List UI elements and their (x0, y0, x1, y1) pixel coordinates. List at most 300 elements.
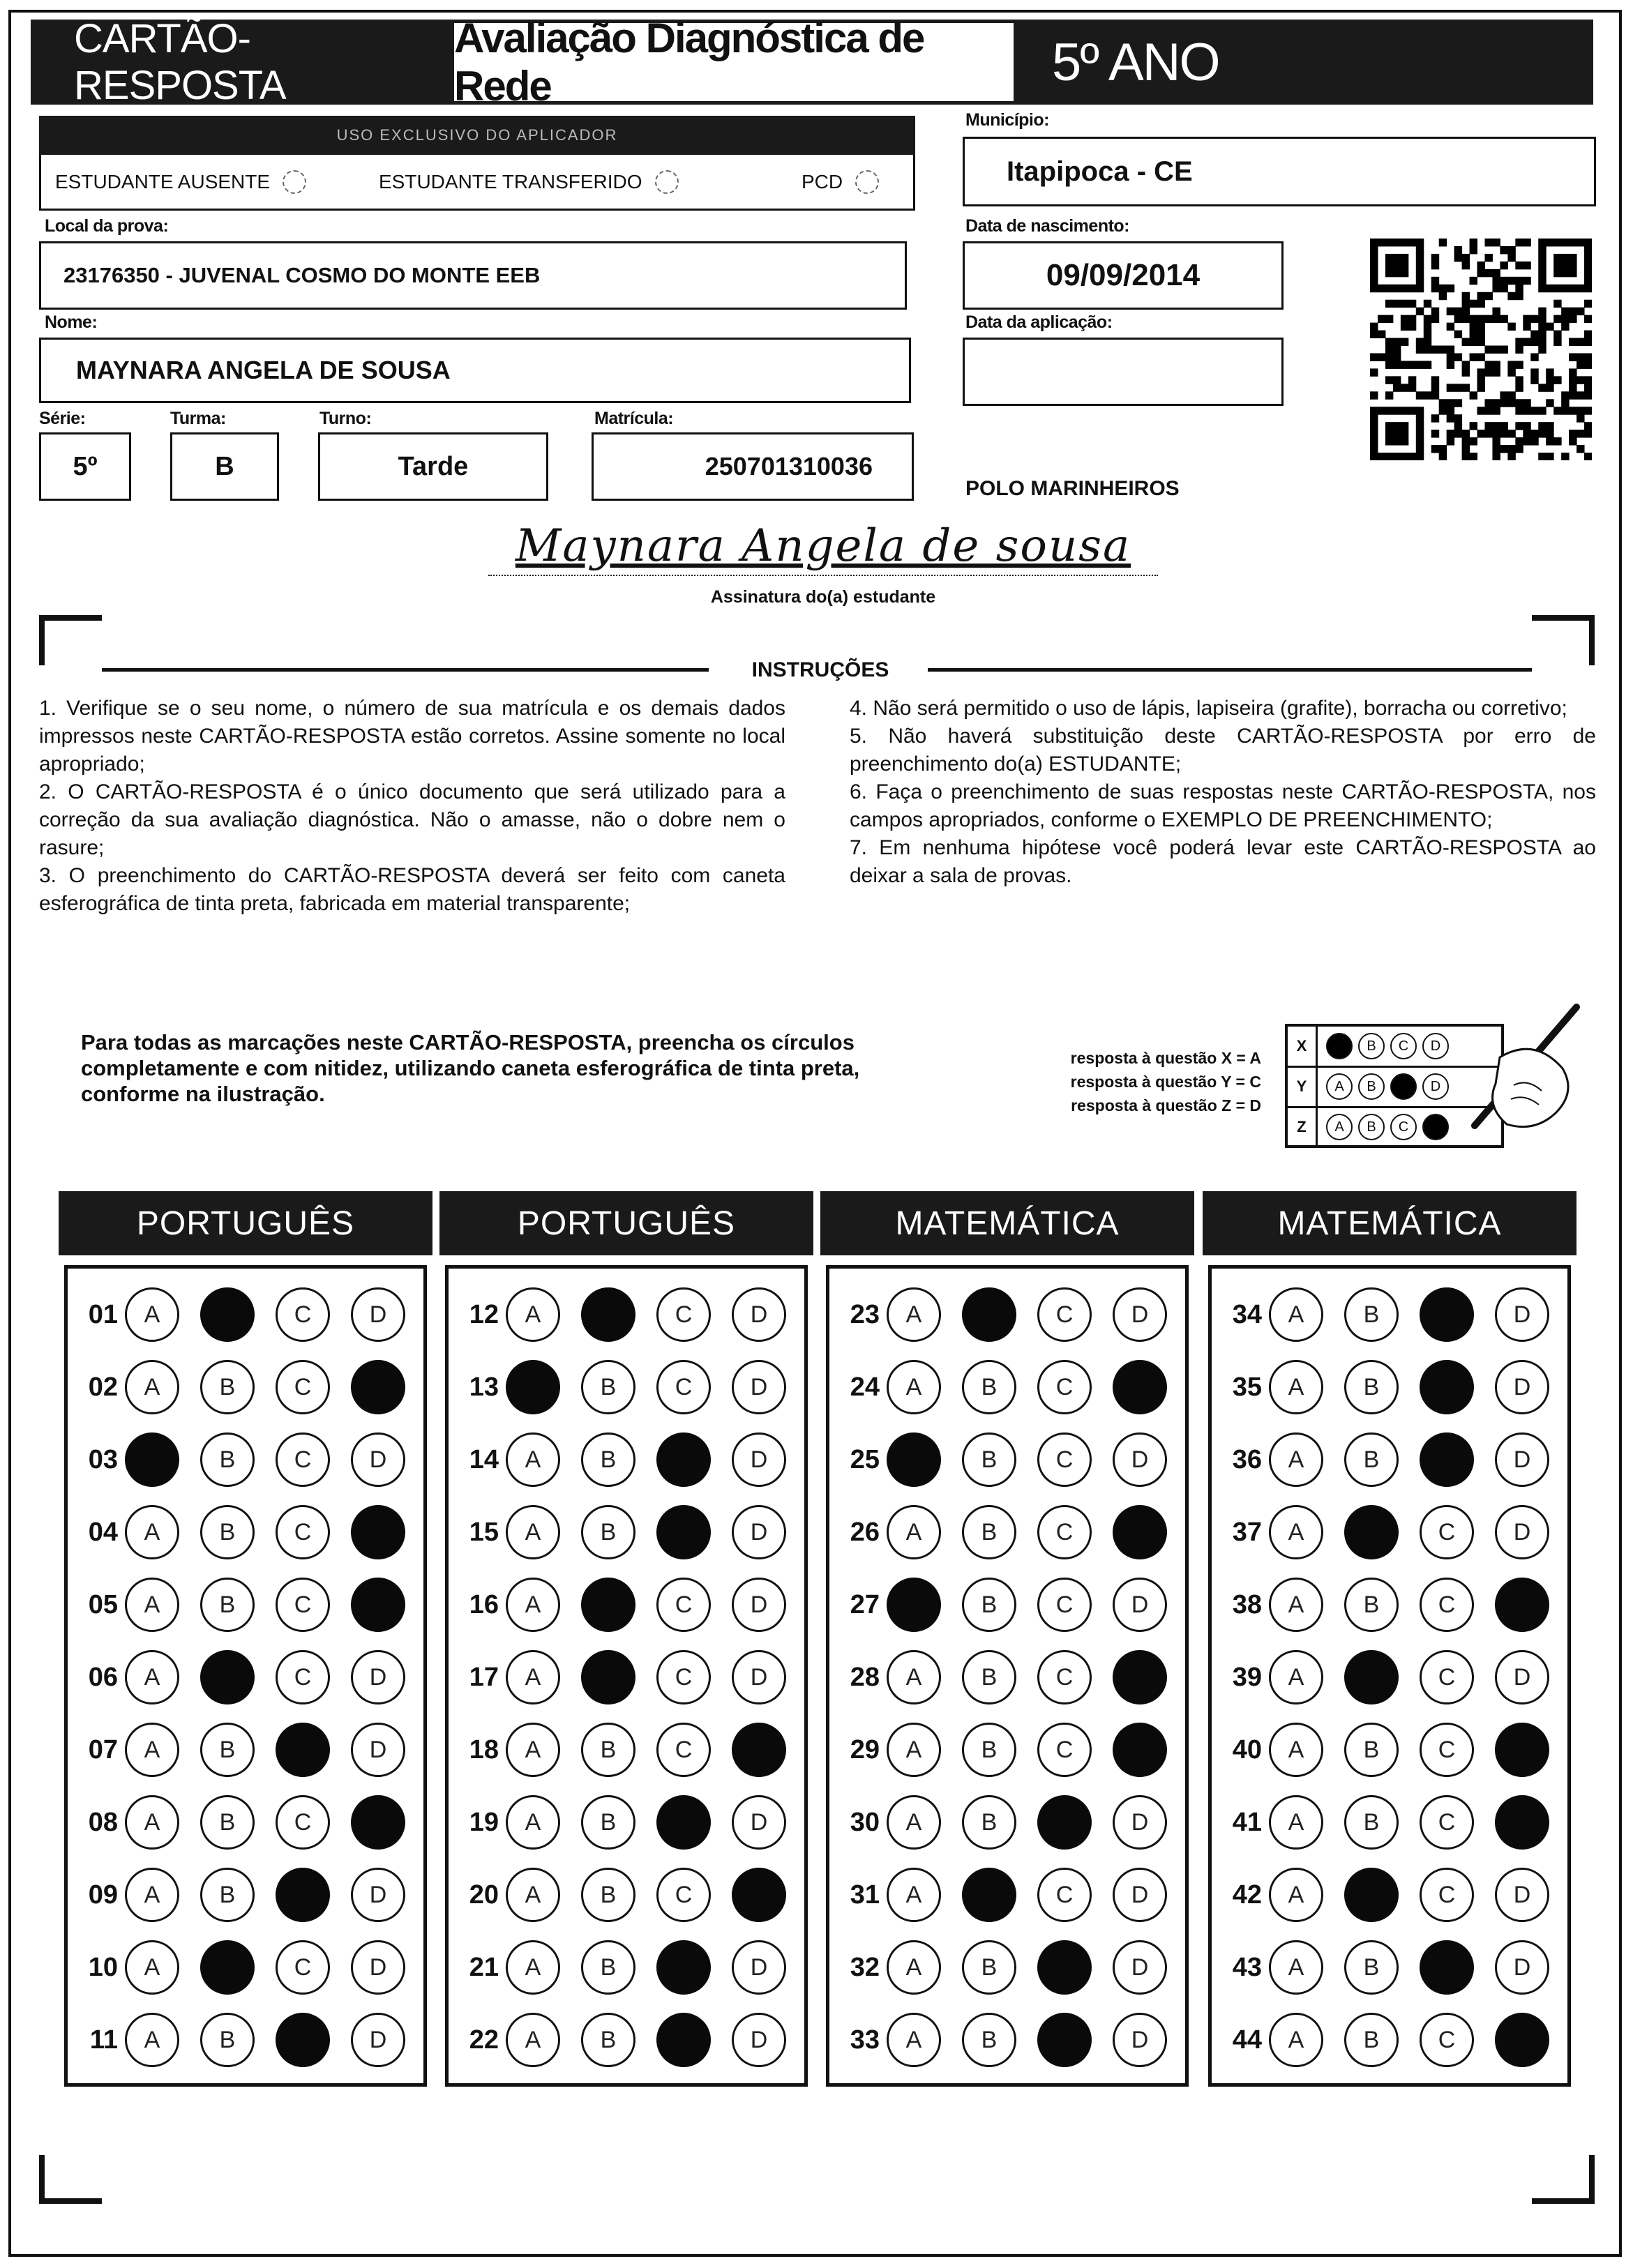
qr-module (1584, 391, 1592, 399)
qr-module (1439, 399, 1447, 407)
question-number: 27 (850, 1589, 880, 1619)
question-number: 29 (850, 1734, 880, 1764)
qr-module (1538, 308, 1546, 315)
example-bubble-a (1326, 1033, 1353, 1059)
answer-bubble-c[interactable] (276, 1723, 330, 1777)
answer-bubble-a[interactable]: A (506, 1795, 560, 1850)
qr-module (1584, 422, 1592, 430)
answer-bubble-a[interactable]: A (1269, 1868, 1323, 1922)
option-label: ESTUDANTE AUSENTE (55, 170, 271, 192)
qr-module (1546, 368, 1553, 376)
answer-bubble-c[interactable] (1037, 1940, 1092, 1995)
answer-bubble-d[interactable]: D (732, 1578, 786, 1632)
qr-module (1454, 331, 1462, 338)
qr-module (1462, 430, 1470, 437)
section-title: MATEMÁTICA (820, 1191, 1194, 1255)
qr-module (1378, 353, 1385, 361)
answer-bubble-c[interactable]: C (276, 1795, 330, 1850)
answer-bubble-a[interactable]: A (125, 1505, 179, 1559)
question-row (829, 1722, 1167, 1778)
legend-y: resposta à questão Y = C (1070, 1073, 1261, 1091)
answer-bubble-c[interactable]: C (656, 1287, 711, 1342)
question-row (829, 1794, 1167, 1850)
local-label: Local da prova: (45, 216, 169, 236)
question-row (449, 1577, 786, 1633)
qr-module (1507, 277, 1515, 285)
answer-bubble-a[interactable]: A (1269, 2013, 1323, 2067)
answer-bubble-a[interactable]: A (506, 1432, 560, 1487)
qr-module (1454, 384, 1462, 391)
answer-bubble-d[interactable]: D (1113, 1432, 1167, 1487)
qr-module (1454, 308, 1462, 315)
answer-bubble-a[interactable]: A (887, 1868, 941, 1922)
answer-bubble-b[interactable]: B (962, 2013, 1016, 2067)
answer-bubble-d[interactable] (351, 1360, 405, 1414)
answer-bubble-d[interactable] (1495, 1795, 1549, 1850)
answer-bubble-d[interactable] (1495, 1578, 1549, 1632)
qr-module (1477, 315, 1485, 323)
answer-bubble-d[interactable]: D (1113, 2013, 1167, 2067)
nascimento-field: 09/09/2014 (963, 241, 1284, 310)
answer-bubble-d[interactable]: D (1113, 1868, 1167, 1922)
qr-module (1492, 346, 1500, 354)
answer-bubble-c[interactable] (656, 1940, 711, 1995)
answer-bubble-c[interactable] (1420, 1432, 1474, 1487)
answer-bubble-c[interactable]: C (1420, 1795, 1474, 1850)
section-title: MATEMÁTICA (1203, 1191, 1576, 1255)
section-title: PORTUGUÊS (439, 1191, 813, 1255)
answer-bubble-c[interactable]: C (276, 1650, 330, 1704)
option-label: ESTUDANTE TRANSFERIDO (379, 170, 642, 192)
qr-module (1477, 323, 1485, 331)
answer-bubble-a[interactable]: A (125, 1940, 179, 1995)
answer-bubble-b[interactable] (1344, 1650, 1399, 1704)
answer-bubble-b[interactable]: B (200, 1432, 255, 1487)
answer-bubble-c[interactable] (656, 2013, 711, 2067)
qr-module (1416, 414, 1424, 422)
answer-bubble-b[interactable] (581, 1578, 635, 1632)
answer-bubble-c[interactable]: C (1420, 1650, 1474, 1704)
qr-module (1569, 376, 1576, 384)
answer-bubble-d[interactable] (1495, 1723, 1549, 1777)
answer-bubble-b[interactable] (581, 1650, 635, 1704)
question-number: 03 (88, 1444, 118, 1474)
question-number: 23 (850, 1299, 880, 1329)
answer-bubble-c[interactable]: C (1037, 1505, 1092, 1559)
qr-module (1492, 277, 1500, 285)
qr-module (1477, 331, 1485, 338)
answer-bubble-d[interactable]: D (1495, 1650, 1549, 1704)
answer-bubble-a[interactable]: A (506, 1578, 560, 1632)
answer-bubble-b[interactable] (200, 1940, 255, 1995)
answer-bubble-b[interactable] (1344, 1868, 1399, 1922)
question-row (1212, 1649, 1549, 1705)
answer-bubble-a[interactable]: A (506, 1505, 560, 1559)
answer-bubble-a[interactable] (887, 1432, 941, 1487)
answer-bubble-c[interactable]: C (1037, 1650, 1092, 1704)
answer-bubble-a[interactable]: A (125, 2013, 179, 2067)
qr-module (1492, 368, 1500, 376)
answer-bubble-d[interactable]: D (351, 1432, 405, 1487)
answer-bubble-a[interactable] (887, 1578, 941, 1632)
answer-bubble-c[interactable]: C (276, 1432, 330, 1487)
answer-bubble-c[interactable]: C (656, 1723, 711, 1777)
answer-bubble-d[interactable] (351, 1578, 405, 1632)
question-row (68, 2012, 405, 2068)
answer-bubble-b[interactable]: B (962, 1505, 1016, 1559)
answer-bubble-b[interactable]: B (1344, 1287, 1399, 1342)
answer-bubble-a[interactable] (125, 1432, 179, 1487)
answer-bubble-c[interactable]: C (1420, 2013, 1474, 2067)
answer-bubble-c[interactable]: C (276, 1360, 330, 1414)
qr-module (1546, 430, 1553, 437)
answer-bubble-d[interactable]: D (1113, 1578, 1167, 1632)
answer-bubble-a[interactable]: A (506, 1940, 560, 1995)
qr-module (1378, 239, 1385, 246)
option-estudante-transferido[interactable] (379, 170, 679, 194)
answer-bubble-a[interactable]: A (1269, 1505, 1323, 1559)
answer-bubble-c[interactable]: C (656, 1578, 711, 1632)
qr-module (1515, 361, 1523, 368)
answer-bubble-c[interactable]: C (1420, 1505, 1474, 1559)
qr-module (1500, 422, 1507, 430)
nome-field: MAYNARA ANGELA DE SOUSA (39, 338, 911, 403)
answer-bubble-a[interactable]: A (125, 1723, 179, 1777)
answer-bubble-c[interactable]: C (1420, 1578, 1474, 1632)
qr-module (1416, 453, 1424, 460)
answer-bubble-d[interactable]: D (1495, 1505, 1549, 1559)
answer-bubble-d[interactable]: D (732, 1360, 786, 1414)
answer-bubble-a[interactable]: A (125, 1795, 179, 1850)
answer-bubble-c[interactable]: C (1037, 1360, 1092, 1414)
qr-module (1462, 437, 1470, 445)
answer-bubble-a[interactable]: A (125, 1868, 179, 1922)
answer-bubble-a[interactable]: A (506, 2013, 560, 2067)
answer-bubble-d[interactable]: D (732, 2013, 786, 2067)
answer-bubble-a[interactable]: A (887, 1940, 941, 1995)
section-title: PORTUGUÊS (59, 1191, 432, 1255)
qr-module (1370, 239, 1378, 246)
answer-bubble-a[interactable]: A (506, 1650, 560, 1704)
answer-bubble-a[interactable]: A (1269, 1360, 1323, 1414)
question-number: 08 (88, 1807, 118, 1837)
answer-bubble-d[interactable]: D (732, 1940, 786, 1995)
answer-bubble-c[interactable] (1420, 1360, 1474, 1414)
turno-label: Turno: (319, 409, 372, 428)
answer-bubble-d[interactable]: D (351, 2013, 405, 2067)
qr-module (1447, 353, 1454, 361)
answer-bubble-c[interactable]: C (656, 1868, 711, 1922)
question-number: 33 (850, 2025, 880, 2055)
question-number: 44 (1232, 2025, 1262, 2055)
qr-module (1569, 430, 1576, 437)
qr-module (1492, 437, 1500, 445)
answer-bubble-c[interactable] (656, 1432, 711, 1487)
answer-bubble-b[interactable]: B (200, 1360, 255, 1414)
answer-bubble-b[interactable] (962, 1287, 1016, 1342)
answer-bubble-a[interactable]: A (1269, 1432, 1323, 1487)
qr-module (1515, 422, 1523, 430)
answer-bubble-d[interactable] (732, 1723, 786, 1777)
question-row (1212, 1359, 1549, 1415)
question-row (449, 1359, 786, 1415)
answer-bubble-b[interactable]: B (1344, 1578, 1399, 1632)
answer-grid (826, 1265, 1189, 2087)
answer-bubble-c[interactable]: C (276, 1505, 330, 1559)
answer-bubble-c[interactable] (1420, 1940, 1474, 1995)
answer-bubble-d[interactable] (732, 1868, 786, 1922)
question-number: 07 (88, 1734, 118, 1764)
answer-bubble-a[interactable]: A (125, 1360, 179, 1414)
qr-module (1408, 300, 1416, 308)
qr-module (1462, 338, 1470, 346)
qr-module (1385, 361, 1393, 368)
answer-grid (64, 1265, 427, 2087)
answer-bubble-c[interactable]: C (656, 1650, 711, 1704)
answer-bubble-b[interactable] (581, 1287, 635, 1342)
answer-bubble-c[interactable] (656, 1795, 711, 1850)
answer-bubble-c[interactable]: C (656, 1360, 711, 1414)
answer-bubble-d[interactable] (1113, 1723, 1167, 1777)
answer-bubble-d[interactable]: D (1495, 1360, 1549, 1414)
answer-bubble-c[interactable] (276, 2013, 330, 2067)
answer-bubble-b[interactable] (200, 1287, 255, 1342)
answer-bubble-d[interactable] (1113, 1505, 1167, 1559)
answer-bubble-c[interactable]: C (1037, 1723, 1092, 1777)
answer-bubble-b[interactable]: B (581, 2013, 635, 2067)
qr-module (1370, 254, 1378, 262)
qr-module (1416, 437, 1424, 445)
answer-bubble-c[interactable]: C (1037, 1287, 1092, 1342)
qr-module (1393, 437, 1401, 445)
answer-bubble-b[interactable]: B (1344, 1795, 1399, 1850)
qr-module (1492, 445, 1500, 453)
answer-bubble-b[interactable]: B (962, 1578, 1016, 1632)
qr-module (1523, 262, 1530, 269)
qr-module (1561, 308, 1569, 315)
qr-module (1507, 292, 1515, 300)
question-number: 22 (469, 2025, 499, 2055)
answer-bubble-b[interactable]: B (581, 1505, 635, 1559)
answer-bubble-c[interactable]: C (1420, 1868, 1474, 1922)
qr-module (1454, 254, 1462, 262)
answer-bubble-a[interactable]: A (887, 1650, 941, 1704)
answer-bubble-c[interactable]: C (276, 1940, 330, 1995)
qr-module (1530, 437, 1538, 445)
answer-bubble-b[interactable]: B (962, 1795, 1016, 1850)
qr-module (1393, 376, 1401, 384)
answer-bubble-d[interactable] (1113, 1650, 1167, 1704)
answer-bubble-b[interactable]: B (200, 1868, 255, 1922)
qr-module (1569, 254, 1576, 262)
answer-bubble-b[interactable] (962, 1868, 1016, 1922)
answer-bubble-b[interactable]: B (1344, 1940, 1399, 1995)
answer-bubble-b[interactable]: B (1344, 1360, 1399, 1414)
qr-module (1515, 262, 1523, 269)
answer-bubble-b[interactable]: B (581, 1868, 635, 1922)
option-pcd[interactable] (802, 170, 879, 194)
answer-bubble-d[interactable]: D (351, 1723, 405, 1777)
answer-bubble-b[interactable]: B (200, 1723, 255, 1777)
qr-module (1424, 361, 1431, 368)
answer-bubble-c[interactable] (1420, 1287, 1474, 1342)
answer-bubble-c[interactable] (656, 1505, 711, 1559)
answer-bubble-a[interactable]: A (1269, 1940, 1323, 1995)
instruction-1: 1. Verifique se o seu nome, o número de sua matrícula e os demais dados impressos neste CARTÃO-RESPOSTA estão corretos. Assine somente no local apropriado; (39, 697, 785, 776)
qr-module (1538, 323, 1546, 331)
serie-field: 5º (39, 432, 131, 501)
nome-label: Nome: (45, 312, 98, 332)
example-bubble-c: C (1390, 1114, 1417, 1140)
answer-bubble-c[interactable]: C (1420, 1723, 1474, 1777)
answer-bubble-b[interactable]: B (962, 1432, 1016, 1487)
answer-bubble-d[interactable]: D (1113, 1287, 1167, 1342)
answer-bubble-a[interactable]: A (1269, 1795, 1323, 1850)
answer-bubble-c[interactable] (1037, 2013, 1092, 2067)
qr-module (1538, 338, 1546, 346)
answer-bubble-b[interactable]: B (581, 1723, 635, 1777)
qr-module (1393, 430, 1401, 437)
answer-bubble-d[interactable]: D (351, 1940, 405, 1995)
qr-module (1576, 353, 1584, 361)
answer-bubble-a[interactable]: A (125, 1650, 179, 1704)
qr-module (1553, 262, 1561, 269)
answer-bubble-c[interactable]: C (1037, 1578, 1092, 1632)
question-row (449, 1940, 786, 1995)
answer-bubble-a[interactable]: A (887, 1287, 941, 1342)
question-row (68, 1432, 405, 1488)
qr-module (1462, 384, 1470, 391)
answer-bubble-b[interactable]: B (581, 1432, 635, 1487)
qr-module (1515, 346, 1523, 354)
answer-bubble-b[interactable]: B (962, 1940, 1016, 1995)
qr-module (1462, 254, 1470, 262)
answer-bubble-a[interactable]: A (125, 1287, 179, 1342)
question-row (829, 2012, 1167, 2068)
qr-module (1492, 308, 1500, 315)
answer-bubble-a[interactable]: A (125, 1578, 179, 1632)
qr-module (1576, 445, 1584, 453)
answer-bubble-c[interactable] (276, 1868, 330, 1922)
answer-bubble-a[interactable]: A (1269, 1650, 1323, 1704)
answer-bubble-d[interactable]: D (1495, 1432, 1549, 1487)
answer-bubble-b[interactable]: B (1344, 2013, 1399, 2067)
answer-bubble-d[interactable]: D (732, 1287, 786, 1342)
answer-bubble-d[interactable] (351, 1505, 405, 1559)
answer-bubble-d[interactable]: D (1113, 1940, 1167, 1995)
answer-bubble-a[interactable]: A (887, 2013, 941, 2067)
answer-bubble-a[interactable]: A (887, 1723, 941, 1777)
answer-bubble-b[interactable]: B (200, 1505, 255, 1559)
answer-bubble-a[interactable]: A (506, 1723, 560, 1777)
answer-bubble-b[interactable]: B (581, 1940, 635, 1995)
answer-bubble-a[interactable]: A (506, 1868, 560, 1922)
answer-bubble-b[interactable]: B (1344, 1432, 1399, 1487)
answer-bubble-b[interactable]: B (200, 1578, 255, 1632)
qr-module (1431, 430, 1439, 437)
qr-module (1462, 453, 1470, 460)
answer-bubble-c[interactable] (1037, 1795, 1092, 1850)
answer-bubble-a[interactable]: A (887, 1360, 941, 1414)
answer-bubble-a[interactable]: A (1269, 1287, 1323, 1342)
answer-bubble-c[interactable]: C (1037, 1432, 1092, 1487)
answer-bubble-d[interactable]: D (351, 1868, 405, 1922)
qr-module (1561, 285, 1569, 292)
answer-bubble-b[interactable]: B (200, 1795, 255, 1850)
qr-module (1538, 269, 1546, 277)
qr-module (1546, 399, 1553, 407)
answer-bubble-b[interactable]: B (962, 1360, 1016, 1414)
qr-module (1561, 239, 1569, 246)
answer-bubble-c[interactable]: C (276, 1287, 330, 1342)
answer-bubble-d[interactable]: D (732, 1432, 786, 1487)
question-number: 31 (850, 1880, 880, 1910)
answer-bubble-b[interactable]: B (1344, 1723, 1399, 1777)
answer-bubble-d[interactable]: D (1495, 1868, 1549, 1922)
question-row (829, 1287, 1167, 1343)
answer-bubble-d[interactable]: D (1495, 1940, 1549, 1995)
answer-bubble-d[interactable]: D (351, 1650, 405, 1704)
answer-bubble-b[interactable]: B (581, 1360, 635, 1414)
qr-module (1523, 338, 1530, 346)
option-estudante-ausente[interactable] (55, 170, 306, 194)
answer-bubble-b[interactable]: B (200, 2013, 255, 2067)
qr-module (1431, 254, 1439, 262)
answer-bubble-a[interactable]: A (887, 1505, 941, 1559)
answer-bubble-b[interactable]: B (962, 1723, 1016, 1777)
serie-label: Série: (39, 409, 86, 428)
answer-bubble-a[interactable] (506, 1360, 560, 1414)
answer-bubble-a[interactable]: A (887, 1795, 941, 1850)
qr-module (1431, 414, 1439, 422)
qr-module (1484, 254, 1492, 262)
answer-bubble-b[interactable] (1344, 1505, 1399, 1559)
option-circle[interactable] (855, 170, 879, 194)
answer-bubble-d[interactable] (1113, 1360, 1167, 1414)
answer-bubble-b[interactable]: B (962, 1650, 1016, 1704)
answer-bubble-c[interactable]: C (276, 1578, 330, 1632)
answer-bubble-d[interactable]: D (732, 1505, 786, 1559)
qr-module (1462, 361, 1470, 368)
question-row (449, 1649, 786, 1705)
qr-module (1584, 315, 1592, 323)
qr-module (1416, 346, 1424, 354)
option-circle[interactable] (655, 170, 679, 194)
answer-bubble-d[interactable]: D (1113, 1795, 1167, 1850)
answer-bubble-d[interactable]: D (732, 1795, 786, 1850)
answer-bubble-a[interactable]: A (1269, 1578, 1323, 1632)
answer-bubble-a[interactable]: A (1269, 1723, 1323, 1777)
question-number: 16 (469, 1589, 499, 1619)
answer-bubble-d[interactable]: D (351, 1287, 405, 1342)
qr-module (1546, 422, 1553, 430)
question-number: 34 (1232, 1299, 1262, 1329)
answer-bubble-c[interactable]: C (1037, 1868, 1092, 1922)
qr-module (1378, 453, 1385, 460)
qr-module (1523, 323, 1530, 331)
answer-bubble-d[interactable] (1495, 2013, 1549, 2067)
answer-bubble-d[interactable] (351, 1795, 405, 1850)
qr-module (1584, 453, 1592, 460)
option-circle[interactable] (283, 170, 306, 194)
answer-bubble-a[interactable]: A (506, 1287, 560, 1342)
answer-bubble-b[interactable] (200, 1650, 255, 1704)
qr-module (1385, 269, 1393, 277)
qr-module (1393, 361, 1401, 368)
answer-bubble-b[interactable]: B (581, 1795, 635, 1850)
answer-bubble-d[interactable]: D (1495, 1287, 1549, 1342)
answer-bubble-d[interactable]: D (732, 1650, 786, 1704)
